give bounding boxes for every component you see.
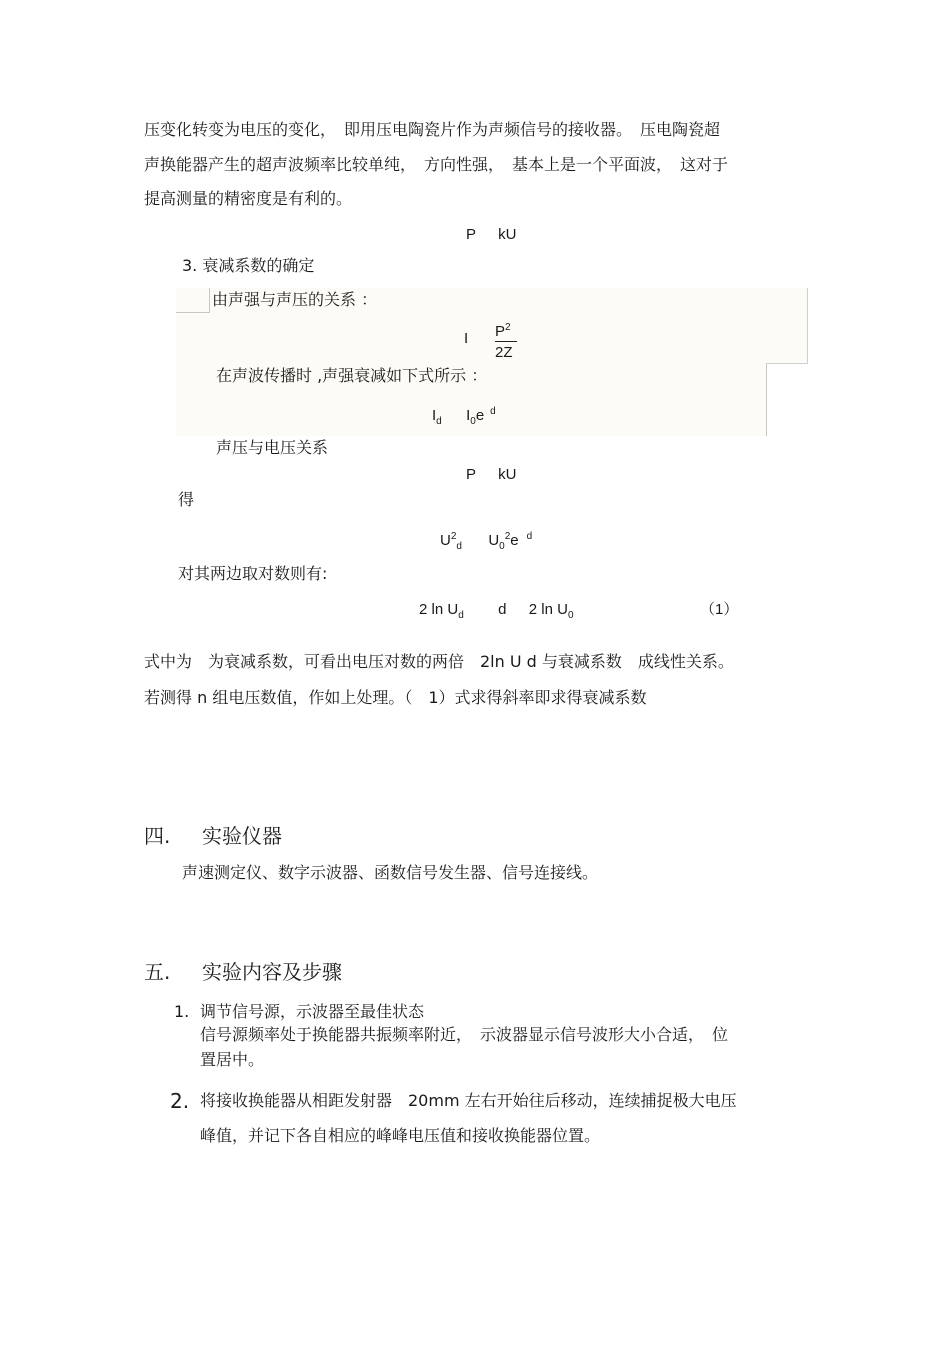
fraction-bar (495, 341, 517, 342)
shade-border-line (209, 288, 210, 313)
shade-border-line (176, 312, 210, 313)
step-1-line-1: 信号源频率处于换能器共振频率附近， 示波器显示信号波形大小合适， 位 (200, 1025, 729, 1044)
section-3-title: 3. 衰减系数的确定 (182, 256, 315, 275)
shade-border-line (766, 363, 767, 436)
intro-line-3: 提高测量的精密度是有利的。 (144, 189, 353, 208)
equation-number: （1） (700, 601, 739, 618)
voltage-equation: $U^2_d$ $U_0^2e$ $^d$ (440, 531, 533, 552)
explain-line-2: 若测得 n 组电压数值，作如上处理。（ 1）式求得斜率即求得衰减系数 (144, 688, 647, 707)
intro-line-2: 声换能器产生的超声波频率比较单纯， 方向性强， 基本上是一个平面波， 这对于 (144, 155, 729, 174)
pressure-voltage-label: 声压与电压关系 (216, 438, 329, 457)
step-1-title: 调节信号源，示波器至最佳状态 (200, 1002, 425, 1021)
step-2-number: 2. (170, 1089, 190, 1113)
intro-line-1: 压变化转变为电压的变化， 即用压电陶瓷片作为声频信号的接收器。 压电陶瓷超 (144, 120, 721, 139)
intensity-lhs: I (464, 330, 469, 347)
section-5-title: 实验内容及步骤 (202, 960, 342, 984)
step-2-line-2: 峰值，并记下各自相应的峰峰电压值和接收换能器位置。 (200, 1126, 601, 1145)
step-2-line-1: 将接收换能器从相距发射器 20mm 左右开始往后移动，连续捕捉极大电压 (200, 1091, 737, 1110)
step-1-number: 1. (174, 1002, 190, 1021)
intensity-numerator: $P^2$ (495, 322, 511, 340)
section-4-number: 四. (144, 824, 171, 848)
section-4-body: 声速测定仪、数字示波器、函数信号发生器、信号连接线。 (182, 863, 599, 882)
step-1-line-2: 置居中。 (200, 1050, 265, 1069)
de-label: 得 (178, 490, 195, 509)
section-4-title: 实验仪器 (202, 824, 282, 848)
log-equation: 2 $\ln U_d$ d 2 $\ln U_0$ (419, 601, 574, 621)
intensity-denominator: 2Z (495, 344, 513, 361)
propagation-intro: 在声波传播时 ,声强衰减如下式所示 ： (216, 366, 488, 385)
equation-p-ku-2: P kU (466, 466, 517, 483)
relation-intro: 由声强与声压的关系 ： (212, 290, 378, 309)
shaded-region-extension (766, 288, 808, 364)
equation-p-ku-1: P kU (466, 226, 517, 243)
explain-line-1: 式中为 为衰减系数，可看出电压对数的两倍 2ln U d 与衰减系数 成线性关系。 (144, 652, 734, 671)
decay-equation: $I_d$ $I_0e$ $^d$ (432, 406, 496, 427)
section-5-number: 五. (144, 960, 171, 984)
log-intro: 对其两边取对数则有: (178, 564, 328, 583)
